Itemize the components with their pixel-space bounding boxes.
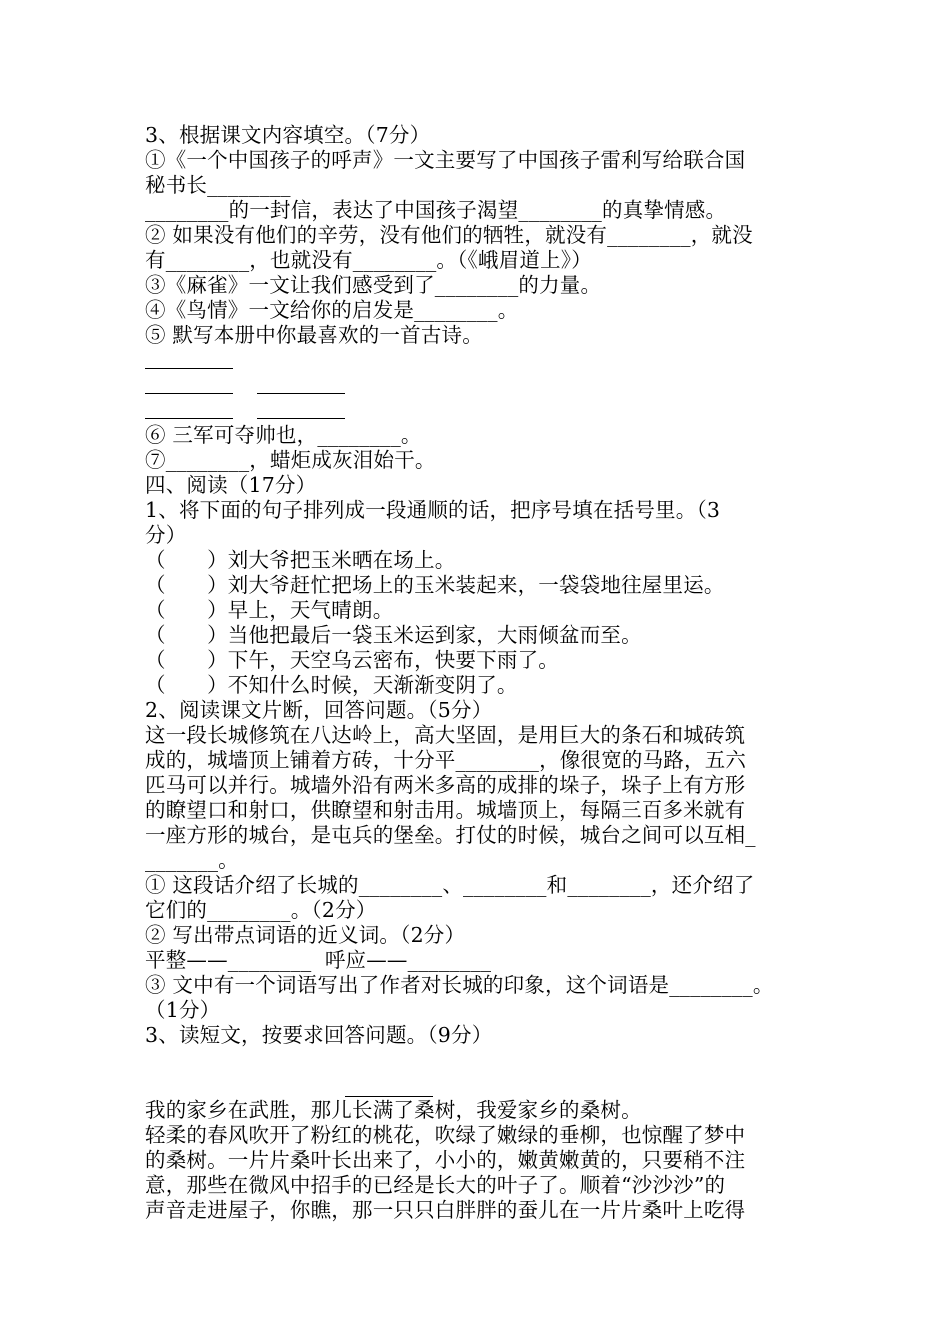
poem-blank-line — [257, 393, 345, 394]
section3-q2-line2: 有________，也就没有________。（《峨眉道上》） — [145, 248, 592, 272]
poem-blank-line — [145, 368, 233, 369]
section3-q1-line1: ①《一个中国孩子的呼声》一文主要写了中国孩子雷利写给联合国 — [145, 148, 746, 172]
part1-title-line2: 分） — [145, 523, 187, 547]
passage-line: 匹马可以并行。城墙外沿有两米多高的成排的垛子，垛子上有方形 — [145, 773, 746, 797]
section3-title: 3、根据课文内容填空。（7分） — [145, 123, 431, 147]
story-line: 的桑树。一片片桑叶长出来了，小小的，嫩黄嫩黄的，只要稍不注 — [145, 1148, 746, 1172]
poem-blank-row-3 — [145, 398, 825, 423]
ordering-item: （ ）刘大爷赶忙把场上的玉米装起来，一袋袋地往屋里运。 — [145, 573, 725, 597]
passage-line: 的瞭望口和射口，供瞭望和射击用。城墙顶上，每隔三百多米就有 — [145, 798, 746, 822]
section3-q2-line1: ② 如果没有他们的辛劳，没有他们的牺牲，就没有________，就没 — [145, 223, 753, 247]
part2-q2-answer: 平整——________ 呼应——________ — [145, 948, 492, 972]
passage-line: _______。 — [145, 848, 239, 872]
part2-q2: ② 写出带点词语的近义词。（2分） — [145, 923, 466, 947]
passage-line: 一座方形的城台，是屯兵的堡垒。打仗的时候，城台之间可以互相_ — [145, 823, 756, 847]
section3-q3: ③《麻雀》一文让我们感受到了________的力量。 — [145, 273, 602, 297]
section3-q6: ⑥ 三军可夺帅也，________。 — [145, 423, 422, 447]
ordering-item: （ ）不知什么时候，天渐渐变阴了。 — [145, 673, 518, 697]
passage-line: 这一段长城修筑在八达岭上，高大坚固，是用巨大的条石和城砖筑 — [145, 723, 746, 747]
part1-title-line1: 1、将下面的句子排列成一段通顺的话，把序号填在括号里。（3 — [145, 498, 721, 522]
poem-blank-line — [257, 418, 345, 419]
section3-q5: ⑤ 默写本册中你最喜欢的一首古诗。 — [145, 323, 483, 347]
story-line: 我的家乡在武胜，那儿长满了桑树，我爱家乡的桑树。 — [145, 1098, 642, 1122]
ordering-item: （ ）下午，天空乌云密布，快要下雨了。 — [145, 648, 559, 672]
poem-blank-line — [145, 418, 233, 419]
story-line: 轻柔的春风吹开了粉红的桃花，吹绿了嫩绿的垂柳，也惊醒了梦中 — [145, 1123, 746, 1147]
part3-title: 3、读短文，按要求回答问题。（9分） — [145, 1023, 493, 1047]
ordering-item: （ ）刘大爷把玉米晒在场上。 — [145, 548, 456, 572]
story-line: 声音走进屋子，你瞧，那一只只白胖胖的蚕儿在一片片桑叶上吃得 — [145, 1198, 746, 1222]
exam-page — [145, 123, 825, 1223]
ordering-item: （ ）当他把最后一袋玉米运到家，大雨倾盆而至。 — [145, 623, 642, 647]
part2-q1-line1: ① 这段话介绍了长城的________、________和________，还介绍了 — [145, 873, 755, 897]
part2-q3-line1: ③ 文中有一个词语写出了作者对长城的印象，这个词语是________。 — [145, 973, 774, 997]
spacer — [145, 1073, 825, 1098]
ordering-item: （ ）早上，天气晴朗。 — [145, 598, 394, 622]
part2-q3-line2: （1分） — [145, 998, 221, 1022]
section3-q4: ④《鸟情》一文给你的启发是________。 — [145, 298, 519, 322]
section4-title: 四、阅读（17分） — [145, 473, 317, 497]
poem-blank-row-1 — [145, 348, 825, 373]
passage-title-blank — [145, 1048, 825, 1073]
part2-q1-line2: 它们的________。（2分） — [145, 898, 377, 922]
passage-line: 成的，城墙顶上铺着方砖，十分平________，像很宽的马路，五六 — [145, 748, 747, 772]
story-line: 意，那些在微风中招手的已经是长大的叶子了。顺着“沙沙沙”的 — [145, 1173, 726, 1197]
poem-blank-line — [145, 393, 233, 394]
section3-q1-line2: 秘书长________ — [145, 173, 291, 197]
poem-blank-row-2 — [145, 373, 825, 398]
section3-q1-line3: ________的一封信，表达了中国孩子渴望________的真挚情感。 — [145, 198, 727, 222]
part2-title: 2、阅读课文片断，回答问题。（5分） — [145, 698, 493, 722]
section3-q7: ⑦________，蜡炬成灰泪始干。 — [145, 448, 436, 472]
